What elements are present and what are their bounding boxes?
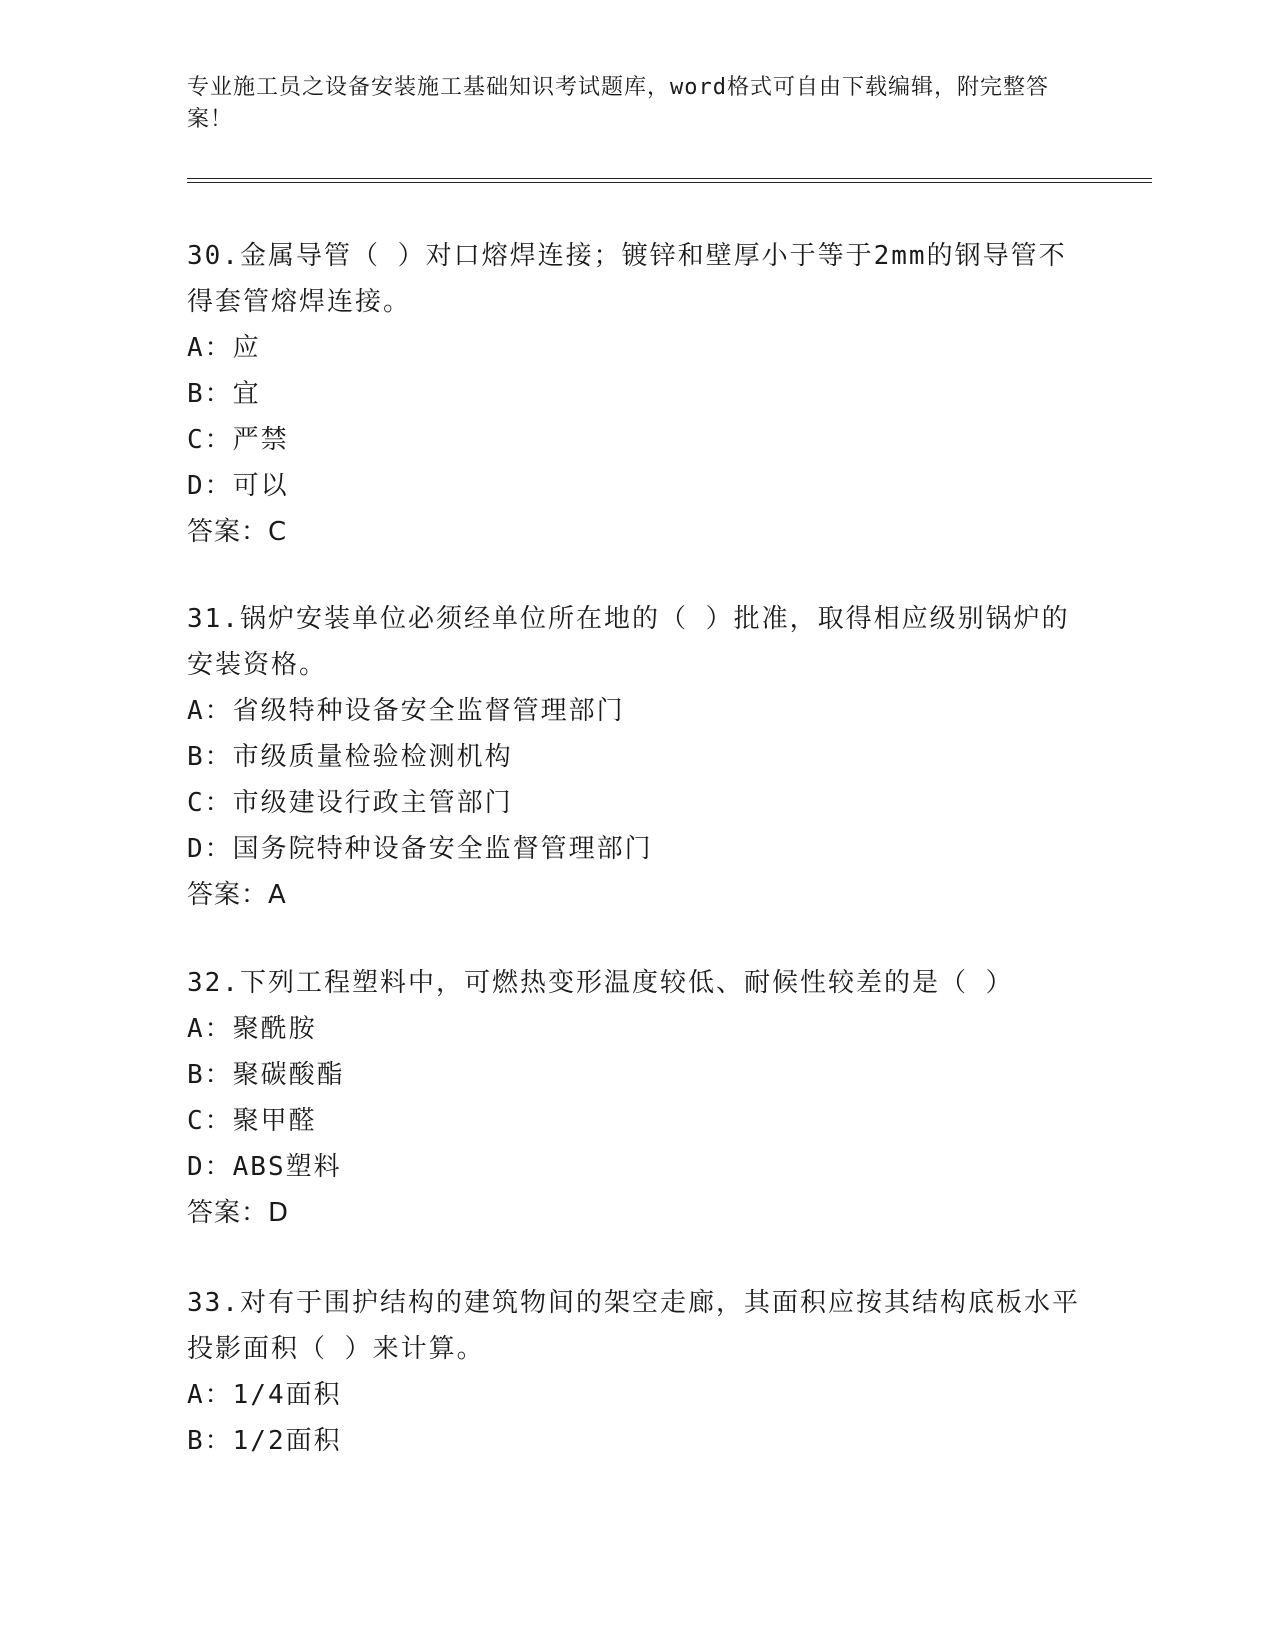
answer-line: 答案：A (187, 880, 287, 910)
answer-line: 答案：C (187, 517, 288, 547)
question-30 (187, 233, 1087, 555)
option-a: A：聚酰胺 (187, 1014, 317, 1044)
option-c: C：聚甲醛 (187, 1106, 317, 1136)
question-stem: 32.下列工程塑料中，可燃热变形温度较低、耐候性较差的是（ ） (187, 968, 1014, 998)
option-a: A：1/4面积 (187, 1380, 342, 1410)
answer-line: 答案：D (187, 1198, 290, 1228)
option-c: C：严禁 (187, 425, 289, 455)
document-header: 专业施工员之设备安装施工基础知识考试题库，word格式可自由下载编辑，附完整答案！ (187, 75, 1049, 132)
question-stem: 30.金属导管（ ）对口熔焊连接；镀锌和壁厚小于等于2mm的钢导管不得套管熔焊连接。 (187, 241, 1067, 317)
option-b: B：1/2面积 (187, 1426, 342, 1456)
option-c: C：市级建设行政主管部门 (187, 788, 513, 818)
question-32 (187, 960, 1087, 1236)
option-d: D：国务院特种设备安全监督管理部门 (187, 834, 653, 864)
option-a: A：应 (187, 333, 261, 363)
question-31 (187, 596, 1087, 918)
option-b: B：宜 (187, 379, 261, 409)
option-d: D：可以 (187, 471, 289, 501)
header-divider-top (187, 178, 1152, 179)
question-stem: 31.锅炉安装单位必须经单位所在地的（ ）批准，取得相应级别锅炉的安装资格。 (187, 604, 1070, 680)
option-a: A：省级特种设备安全监督管理部门 (187, 696, 625, 726)
option-b: B：聚碳酸酯 (187, 1060, 345, 1090)
option-b: B：市级质量检验检测机构 (187, 742, 513, 772)
option-d: D：ABS塑料 (187, 1152, 342, 1182)
question-stem: 33.对有于围护结构的建筑物间的架空走廊，其面积应按其结构底板水平投影面积（ ）来计算。 (187, 1288, 1080, 1364)
question-33 (187, 1280, 1087, 1464)
header-divider-bottom (187, 182, 1152, 183)
